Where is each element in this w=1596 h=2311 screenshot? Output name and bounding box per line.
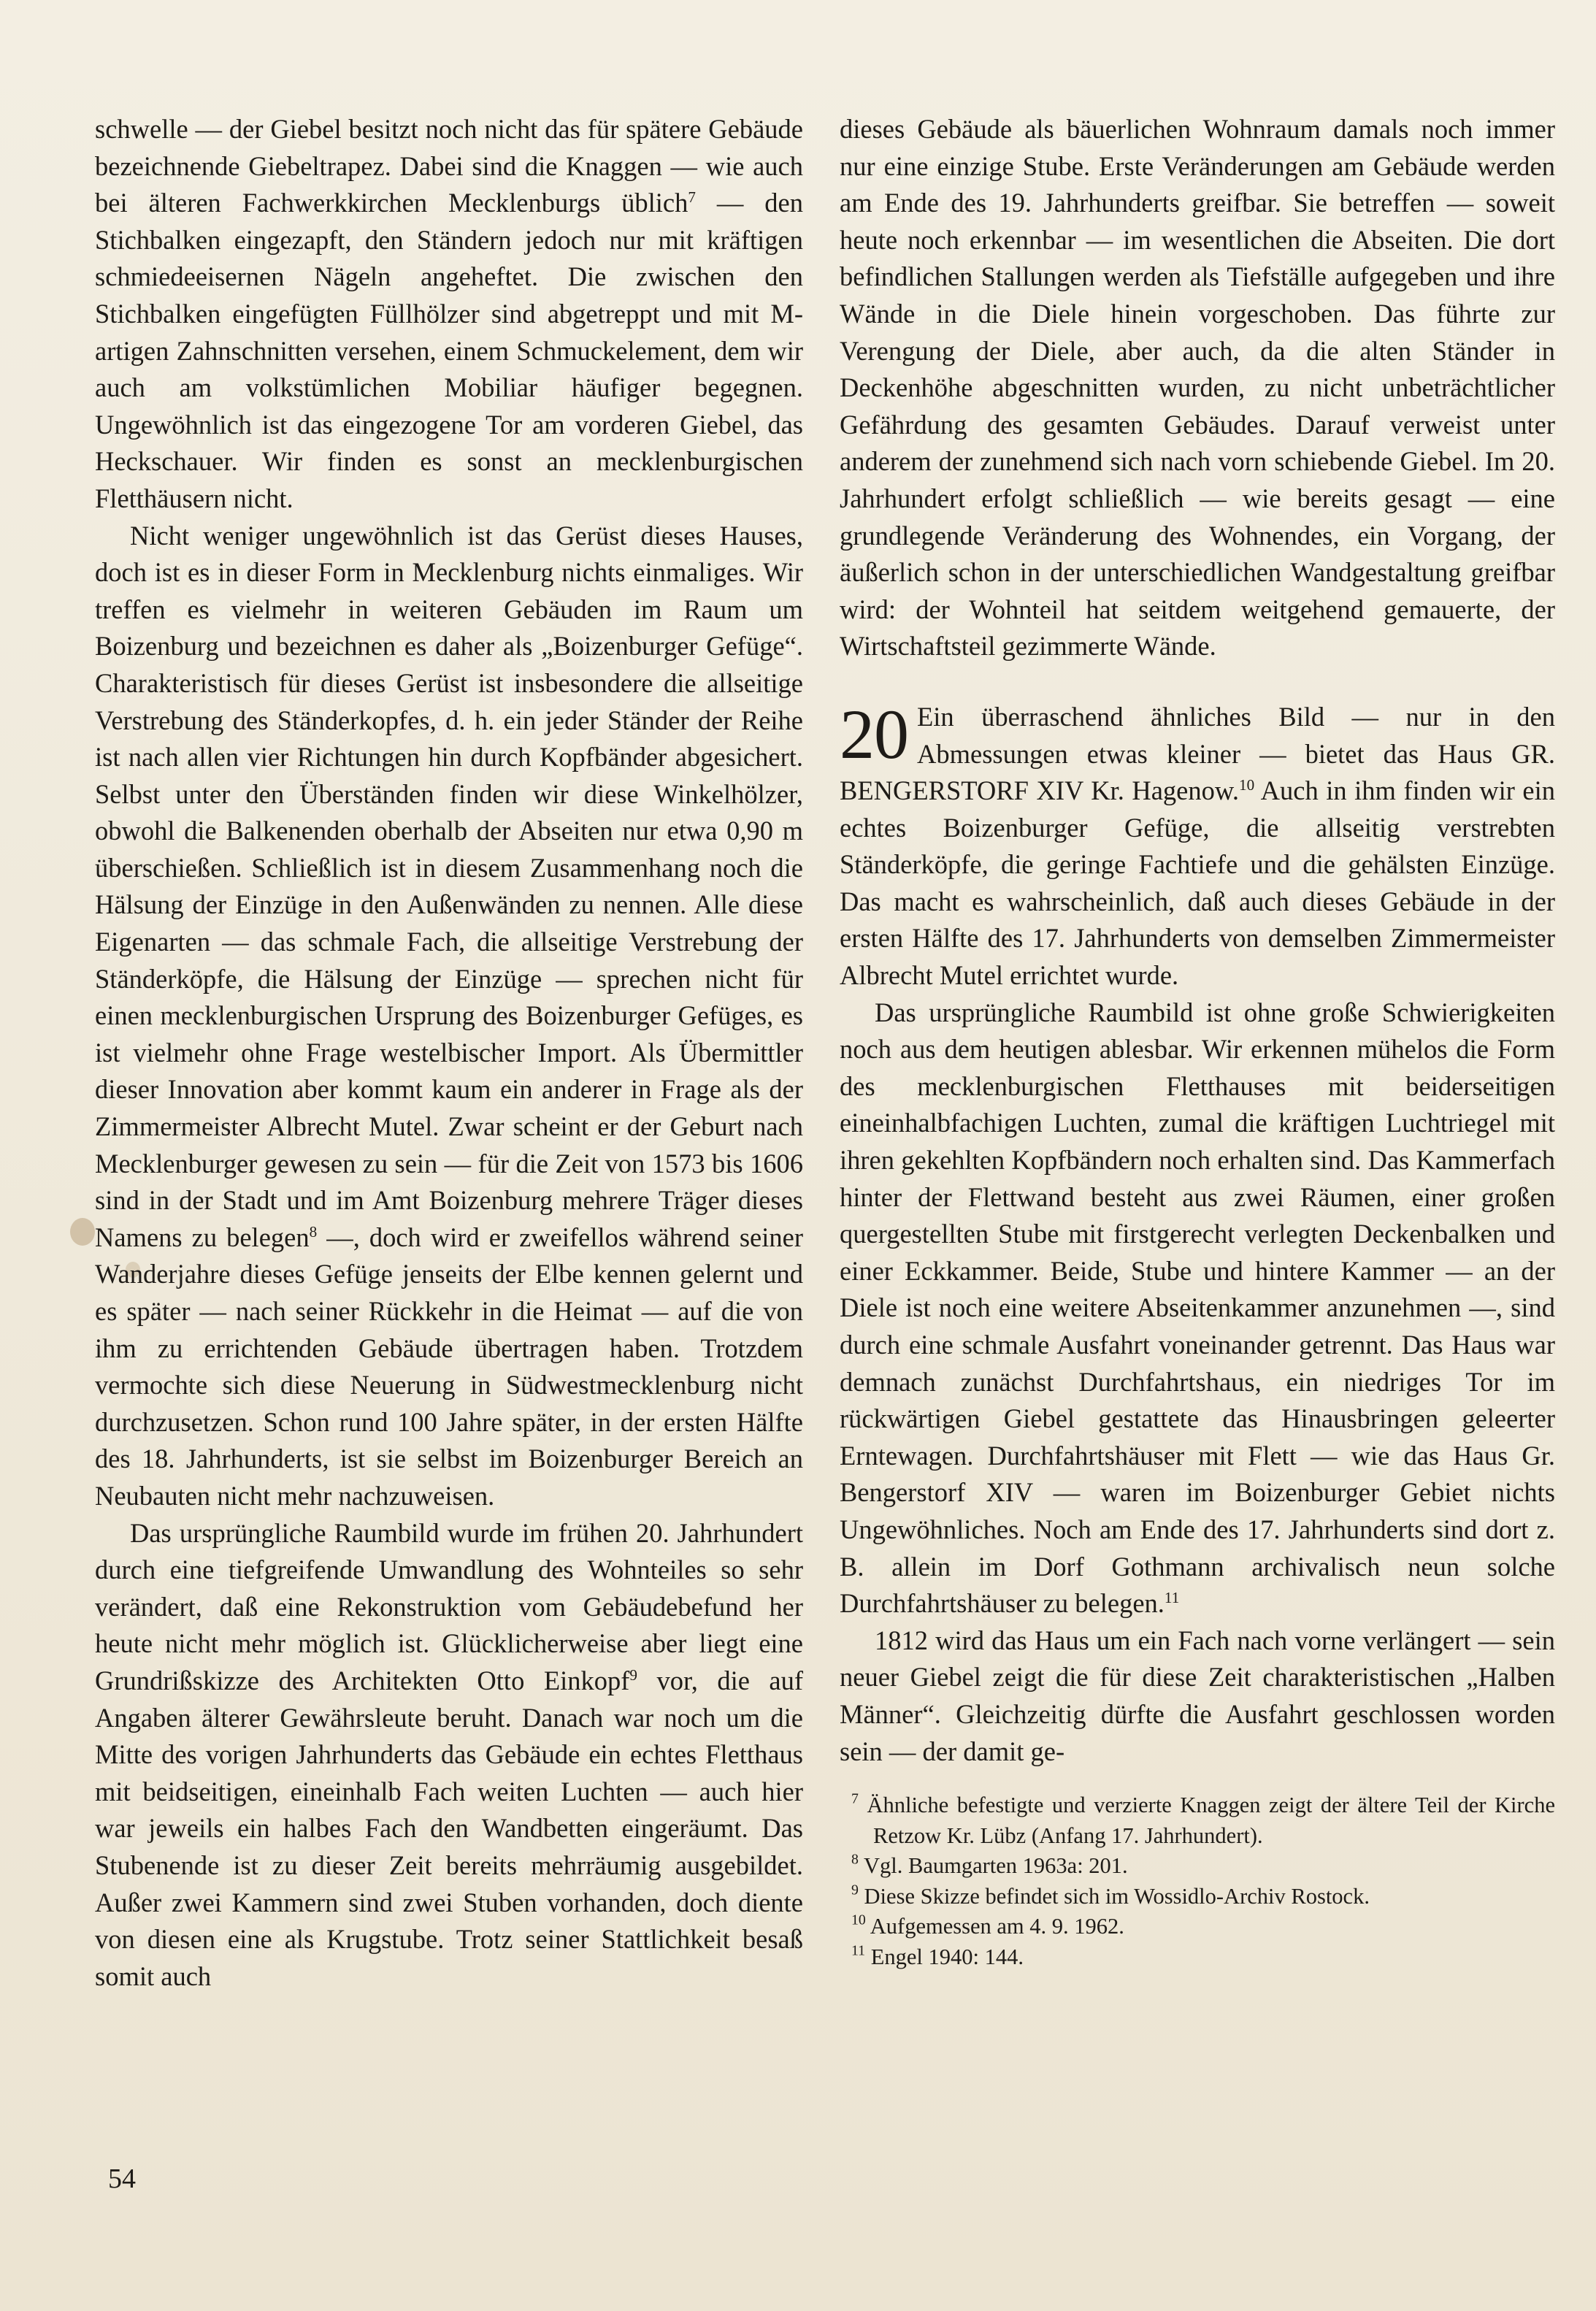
text-run: Das ursprüngliche Raumbild wurde im frühen 20. Jahrhundert durch eine tiefgreifende Umwandlung des Wohnteiles so sehr verändert, daß eine Rekonstruktion vom Gebäudebefund her heute nicht mehr möglich ist. Glücklicherweise aber liegt eine Grundrißskizze des Architekten Otto Einkopf [95,1517,803,1695]
footnote-ref: 10 [1238,775,1255,794]
footnote-ref: 11 [1164,1589,1180,1607]
text-run: 1812 wird das Haus um ein Fach nach vorne verlängert — sein neuer Giebel zeigt die für diese Zeit charakteristischen „Halben Männer“. Gleichzeitig dürfte die Ausfahrt geschlossen worden sein — der damit ge- [840,1625,1555,1766]
right-column [840,111,1555,1972]
footnote [840,1912,1555,1942]
footnote-number: 8 [851,1851,859,1868]
text-run: Auch in ihm finden wir ein echtes Boizenburger Gefüge, die allseitig verstrebten Ständerköpfe, die geringe Fachtiefe und die gehälsten Einzüge. Das macht es wahrscheinlich, daß auch dieses Gebäude in der ersten Hälfte des 17. Jahrhunderts von demselben Zimmermeister Albrecht Mutel errichtet wurde. [840,775,1555,991]
footnote-text: Diese Skizze befindet sich im Wossidlo-Archiv Rostock. [864,1883,1370,1909]
text-run: schwelle — der Giebel besitzt noch nicht das für spätere Gebäude bezeichnende Giebeltrapez. Dabei sind die Knaggen — wie auch bei älteren Fachwerkkirchen Mecklenburgs üblich [95,114,803,218]
footnote-number: 10 [851,1912,866,1928]
paragraph [840,111,1555,665]
footnote-text: Vgl. Baumgarten 1963a: 201. [863,1853,1128,1879]
paper-stain [70,1218,95,1246]
paragraph [95,518,803,1515]
text-run: Das ursprüngliche Raumbild ist ohne große Schwierigkeiten noch aus dem heutigen ablesbar. Wir erkennen mühelos die Form des mecklenburgischen Fletthauses mit beiderseitigen eineinhalbfachigen Luchten, zumal die kräftigen Luchtriegel mit ihren gekehlten Kopfbändern noch erhalten sind. Das Kammerfach hinter der Flettwand besteht aus zwei Räumen, einer großen quergestellten Stube mit firstgerecht verlegten Deckenbalken und einer Eckkammer. Beide, Stube und hintere Kammer — an der Diele ist noch eine weitere Abseitenkammer anzunehmen —, sind durch eine schmale Ausfahrt voneinander getrennt. Das Haus war demnach zunächst Durchfahrtshaus, ein niedriges Tor im rückwärtigen Giebel gestattete das Hinausbringen geleerter Erntewagen. Durchfahrtshäuser mit Flett — wie das Haus Gr. Bengerstorf XIV — waren im Boizenburger Gebiet nichts Ungewöhnliches. Noch am Ende des 17. Jahrhunderts sind dort z. B. allein im Dorf Gothmann archivalisch neun solche Durchfahrtshäuser zu belegen. [840,997,1555,1619]
footnotes [840,1790,1555,1972]
text-run: — den Stichbalken eingezapft, den Ständern jedoch nur mit kräftigen schmiedeeisernen Nägeln angeheftet. Die zwischen den Stichbalken eingefügten Füllhölzer sind abgetreppt und mit M-artigen Zahnschnitten versehen, einem Schmuckelement, dem wir auch am volkstümlichen Mobiliar häufiger begegnen. Ungewöhnlich ist das eingezogene Tor am vorderen Giebel, das Heckschauer. Wir finden es sonst an mecklenburgischen Fletthäusern nicht. [95,188,804,513]
footnote [840,1882,1555,1912]
footnote-number: 9 [851,1882,859,1898]
paragraph [95,111,803,518]
footnote [840,1851,1555,1882]
footnote-ref: 9 [629,1666,637,1684]
paragraph [840,1622,1555,1770]
left-column [95,111,803,1995]
text-run: Nicht weniger ungewöhnlich ist das Gerüst dieses Hauses, doch ist es in dieser Form in Mecklenburg nichts einmaliges. Wir treffen es vielmehr in weiteren Gebäuden im Raum um Boizenburg und bezeichnen es daher als „Boizenburger Gefüge“. Charakteristisch für dieses Gerüst ist insbesondere die allseitige Verstrebung des Ständerkopfes, d. h. ein jeder Ständer der Reihe ist nach allen vier Richtungen hin durch Kopfbänder abgesichert. Selbst unter den Überständen finden wir diese Winkelhölzer, obwohl die Balkenenden oberhalb der Abseiten nur etwa 0,90 m überschießen. Schließlich ist in diesem Zusammenhang noch die Hälsung der Einzüge in den Außenwänden zu nennen. Alle diese Eigenarten — das schmale Fach, die allseitige Verstrebung der Ständerköpfe, die Hälsung der Einzüge — sprechen nicht für einen mecklenburgischen Ursprung des Boizenburger Gefüges, es ist vielmehr ohne Frage westelbischer Import. Als Übermittler dieser Innovation aber kommt kaum ein anderer in Frage als der Zimmermeister Albrecht Mutel. Zwar scheint er der Geburt nach Mecklenburger gewesen zu sein — für die Zeit von 1573 bis 1606 sind in der Stadt und im Amt Boizenburg mehrere Träger dieses Namens zu belegen [95,520,803,1252]
paragraph [840,694,1555,994]
footnote-ref: 7 [688,188,696,207]
page-number: 54 [108,2164,136,2194]
paragraph [840,994,1555,1622]
footnote-ref: 8 [309,1222,318,1241]
footnote-text: Engel 1940: 144. [870,1944,1024,1969]
text-run: —, doch wird er zweifellos während seiner Wanderjahre dieses Gefüge jenseits der Elbe kennen gelernt und es später — nach seiner Rückkehr in die Heimat — auf die von ihm zu errichtenden Gebäude übertragen haben. Trotzdem vermochte sich diese Neuerung in Südwestmecklenburg nicht durchzusetzen. Schon rund 100 Jahre später, in der ersten Hälfte des 18. Jahrhunderts, ist sie selbst im Boizenburger Bereich an Neubauten nicht mehr nachzuweisen. [95,1222,803,1511]
text-run: dieses Gebäude als bäuerlichen Wohnraum damals noch immer nur eine einzige Stube. Erste Veränderungen am Gebäude werden am Ende des 19. Jahrhunderts greifbar. Sie betreffen — soweit heute noch erkennbar — im wesentlichen die Abseiten. Die dort befindlichen Stallungen werden als Tiefställe aufgegeben und ihre Wände in die Diele hinein vorgeschoben. Das führte zur Verengung der Diele, aber auch, da die alten Ständer in Deckenhöhe abgeschnitten wurden, zu nicht unbeträchtlicher Gefährdung des gesamten Gebäudes. Darauf verweist unter anderem der zunehmend sich nach vorn schiebende Giebel. Im 20. Jahrhundert erfolgt schließlich — wie bereits gesagt — eine grundlegende Veränderung des Wohnendes, ein Vorgang, der äußerlich schon in der unterschiedlichen Wandgestaltung greifbar wird: der Wohnteil hat seitdem weitgehend gemauerte, der Wirtschaftsteil gezimmerte Wände. [840,114,1555,662]
footnote-number: 7 [851,1790,859,1807]
footnote [840,1942,1555,1973]
section-number: 20 [840,694,908,773]
footnote [840,1790,1555,1851]
section-20 [840,694,1555,994]
footnote-text: Aufgemessen am 4. 9. 1962. [870,1914,1124,1939]
text-run: vor, die auf Angaben älterer Gewährsleute beruht. Danach war noch um die Mitte des vorigen Jahrhunderts das Gebäude ein echtes Fletthaus mit beidseitigen, eineinhalb Fach weiten Luchten — auch hier war jeweils ein halbes Fach den Wandbetten eingeräumt. Das Stubenende ist zu dieser Zeit bereits mehrräumig ausgebildet. Außer zwei Kammern sind zwei Stuben vorhanden, doch diente von diesen eine als Krugstube. Trotz seiner Stattlichkeit besaß somit auch [95,1665,804,1991]
footnote-number: 11 [851,1942,866,1959]
paragraph [95,1515,803,1996]
text-run: Ein überraschend ähnliches Bild — nur in den Abmessungen etwas kleiner — bietet das Haus GR. BENGERSTORF XIV Kr. Hagenow. [840,701,1555,806]
footnote-text: Ähnliche befestigte und verzierte Knaggen zeigt der ältere Teil der Kirche Retzow Kr. Lübz (Anfang 17. Jahrhundert). [867,1793,1556,1848]
